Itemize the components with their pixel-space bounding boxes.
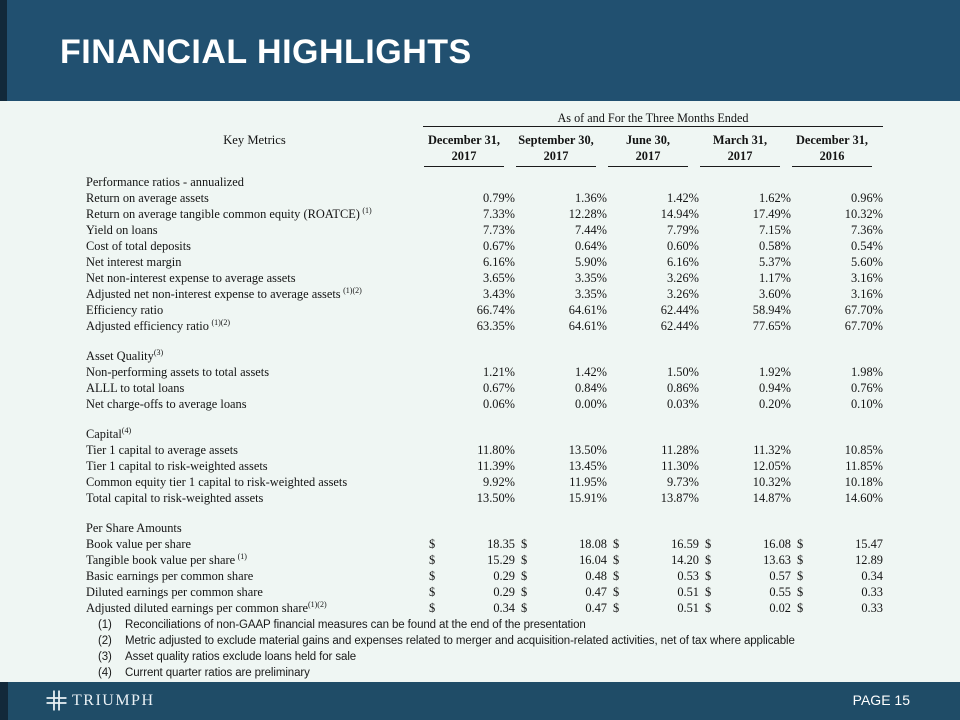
footnote-ref: (1)(2) xyxy=(211,317,231,327)
footnote-text: Metric adjusted to exclude material gains and expenses related to merger and acquisition-related activities, net of tax where applicable xyxy=(125,635,795,647)
currency-symbol: $ xyxy=(797,552,804,567)
column-header xyxy=(515,148,607,167)
table-row xyxy=(86,222,883,238)
value-cell: 3.26% xyxy=(666,270,699,285)
value-cell xyxy=(423,568,515,584)
value-cell: 10.18% xyxy=(844,474,883,489)
value-text: 16.08 xyxy=(763,536,791,551)
currency-symbol: $ xyxy=(705,536,712,551)
value-cell: 64.61% xyxy=(568,318,607,333)
value-cell: 11.30% xyxy=(661,458,699,473)
footnote-text: Current quarter ratios are preliminary xyxy=(125,667,310,679)
span-header-row xyxy=(86,104,883,127)
currency-symbol: $ xyxy=(521,536,528,551)
currency-symbol: $ xyxy=(429,568,436,583)
table-row xyxy=(86,584,883,600)
value-cell xyxy=(515,536,607,552)
value-cell: 5.90% xyxy=(574,254,607,269)
value-cell: 3.35% xyxy=(574,270,607,285)
value-cell xyxy=(699,568,791,584)
value-cell xyxy=(423,536,515,552)
currency-value xyxy=(607,536,699,552)
footnote xyxy=(98,649,795,665)
value-cell: 11.80% xyxy=(477,442,515,457)
value-cell: 13.50% xyxy=(476,490,515,505)
value-cell: 0.94% xyxy=(758,380,791,395)
value-cell: 0.54% xyxy=(850,238,883,253)
value-text: 0.29 xyxy=(493,584,515,599)
value-cell: 12.05% xyxy=(752,458,791,473)
column-header xyxy=(423,127,515,148)
column-header xyxy=(515,127,607,148)
currency-value xyxy=(515,536,607,552)
column-header xyxy=(607,148,699,167)
table-row xyxy=(86,206,883,222)
currency-value xyxy=(515,600,607,616)
value-cell: 15.91% xyxy=(568,490,607,505)
section-header: Capital$^{(4)}$ xyxy=(86,425,132,441)
column-header xyxy=(791,148,883,167)
row-label: Tier 1 capital to average assets xyxy=(86,442,238,457)
currency-symbol: $ xyxy=(429,552,436,567)
value-cell: 13.50% xyxy=(568,442,607,457)
currency-value xyxy=(607,584,699,600)
value-text: 0.47 xyxy=(585,584,607,599)
table-head xyxy=(86,104,883,167)
row-label: Adjusted net non-interest expense to average assets $^{(1)(2)}$ xyxy=(86,285,362,301)
value-cell: 11.28% xyxy=(661,442,699,457)
value-text: 16.59 xyxy=(671,536,699,551)
column-header-year: 2017 xyxy=(516,148,596,167)
footnote-text: Reconciliations of non-GAAP financial measures can be found at the end of the presentation xyxy=(125,619,586,631)
table-row xyxy=(86,568,883,584)
value-text: 0.34 xyxy=(861,568,883,583)
section-gap xyxy=(86,334,883,347)
value-cell xyxy=(607,536,699,552)
value-text: 0.02 xyxy=(769,600,791,615)
value-cell: 0.76% xyxy=(850,380,883,395)
value-cell: 11.85% xyxy=(845,458,883,473)
currency-value xyxy=(791,536,883,552)
footnote-number: (3) xyxy=(98,651,112,663)
currency-symbol: $ xyxy=(613,536,620,551)
section-header-row xyxy=(86,425,883,442)
section-header-row xyxy=(86,173,883,190)
value-cell: 14.87% xyxy=(752,490,791,505)
column-header-year: 2016 xyxy=(792,148,872,167)
column-header-date: June 30, xyxy=(625,132,671,147)
value-cell: 58.94% xyxy=(752,302,791,317)
value-cell xyxy=(607,600,699,616)
value-text: 0.51 xyxy=(677,584,699,599)
value-cell xyxy=(791,536,883,552)
row-label: Yield on loans xyxy=(86,222,158,237)
value-cell: 6.16% xyxy=(482,254,515,269)
currency-value xyxy=(791,568,883,584)
currency-symbol: $ xyxy=(797,536,804,551)
currency-value xyxy=(699,568,791,584)
table-row xyxy=(86,254,883,270)
footer-left-edge xyxy=(0,682,8,720)
value-cell xyxy=(515,600,607,616)
value-cell: 0.79% xyxy=(482,190,515,205)
value-cell: 1.92% xyxy=(758,364,791,379)
table-row xyxy=(86,396,883,412)
row-label: Tier 1 capital to risk-weighted assets xyxy=(86,458,268,473)
currency-value xyxy=(607,552,699,568)
value-cell: 7.36% xyxy=(850,222,883,237)
company-logo xyxy=(46,690,155,711)
value-cell: 0.60% xyxy=(666,238,699,253)
table-row xyxy=(86,190,883,206)
currency-symbol: $ xyxy=(521,552,528,567)
value-cell: 0.00% xyxy=(574,396,607,411)
row-label: Total capital to risk-weighted assets xyxy=(86,490,264,505)
value-cell xyxy=(699,536,791,552)
section-header: Asset Quality$^{(3)}$ xyxy=(86,347,164,363)
value-cell: 66.74% xyxy=(476,302,515,317)
row-label: Adjusted efficiency ratio $^{(1)(2)}$ xyxy=(86,317,231,333)
value-cell xyxy=(423,584,515,600)
row-label: Return on average assets xyxy=(86,190,209,205)
footnote-ref: (3) xyxy=(153,347,164,357)
value-text: 0.33 xyxy=(861,584,883,599)
value-cell: 62.44% xyxy=(660,318,699,333)
value-cell: 63.35% xyxy=(476,318,515,333)
row-label: Net interest margin xyxy=(86,254,182,269)
currency-value xyxy=(515,552,607,568)
row-label: Tangible book value per share $^{(1)}$ xyxy=(86,551,247,567)
value-cell: 0.84% xyxy=(574,380,607,395)
value-cell: 6.16% xyxy=(666,254,699,269)
currency-symbol: $ xyxy=(521,600,528,615)
value-text: 0.33 xyxy=(861,600,883,615)
value-cell xyxy=(607,552,699,568)
footnote-number: (2) xyxy=(98,635,112,647)
value-cell xyxy=(699,600,791,616)
page-title: FINANCIAL HIGHLIGHTS xyxy=(60,33,472,71)
currency-symbol: $ xyxy=(613,600,620,615)
table-body xyxy=(86,167,883,616)
footnote-ref: (1)(2) xyxy=(307,599,327,609)
footnote xyxy=(98,633,795,649)
value-cell: 0.10% xyxy=(850,396,883,411)
footnote xyxy=(98,617,795,633)
value-cell: 1.98% xyxy=(850,364,883,379)
value-cell: 11.32% xyxy=(753,442,791,457)
value-text: 0.55 xyxy=(769,584,791,599)
section-header: Performance ratios - annualized xyxy=(86,174,244,189)
table-row xyxy=(86,270,883,286)
value-text: 16.04 xyxy=(579,552,607,567)
footnote-text: Asset quality ratios exclude loans held for sale xyxy=(125,651,357,663)
value-text: 15.47 xyxy=(855,536,883,551)
value-cell: 14.60% xyxy=(844,490,883,505)
currency-symbol: $ xyxy=(521,568,528,583)
footnote-ref: (1) xyxy=(237,551,247,561)
column-header-date: December 31, xyxy=(427,132,501,147)
currency-symbol: $ xyxy=(521,584,528,599)
value-cell xyxy=(699,552,791,568)
value-cell: 3.16% xyxy=(850,270,883,285)
value-cell: 14.94% xyxy=(660,206,699,221)
currency-value xyxy=(423,552,515,568)
value-cell: 0.67% xyxy=(482,380,515,395)
key-metrics-table xyxy=(86,104,883,616)
currency-symbol: $ xyxy=(797,568,804,583)
value-cell: 7.15% xyxy=(758,222,791,237)
currency-symbol: $ xyxy=(613,568,620,583)
value-cell: 11.39% xyxy=(477,458,515,473)
value-cell xyxy=(607,568,699,584)
brand-name: TRIUMPH xyxy=(72,691,155,709)
row-label: ALLL to total loans xyxy=(86,380,185,395)
currency-symbol: $ xyxy=(429,584,436,599)
value-cell: 1.50% xyxy=(666,364,699,379)
value-text: 0.57 xyxy=(769,568,791,583)
slide-header xyxy=(0,0,960,101)
value-text: 12.89 xyxy=(855,552,883,567)
table-row xyxy=(86,600,883,616)
value-cell: 3.35% xyxy=(574,286,607,301)
currency-symbol: $ xyxy=(705,568,712,583)
currency-symbol: $ xyxy=(429,536,436,551)
key-metrics-label: Key Metrics xyxy=(223,132,286,147)
value-cell: 0.06% xyxy=(482,396,515,411)
table-row xyxy=(86,442,883,458)
value-cell: 0.96% xyxy=(850,190,883,205)
value-cell: 0.58% xyxy=(758,238,791,253)
currency-value xyxy=(423,584,515,600)
table-row xyxy=(86,380,883,396)
value-cell: 13.45% xyxy=(568,458,607,473)
span-header-spacer xyxy=(86,104,423,127)
value-cell xyxy=(607,584,699,600)
row-label: Basic earnings per common share xyxy=(86,568,254,583)
value-cell xyxy=(423,552,515,568)
value-cell xyxy=(791,600,883,616)
currency-value xyxy=(791,552,883,568)
section-gap xyxy=(86,506,883,519)
column-header xyxy=(791,127,883,148)
value-cell: 9.92% xyxy=(482,474,515,489)
footnote-number: (1) xyxy=(98,619,112,631)
table-row xyxy=(86,318,883,334)
value-cell xyxy=(515,584,607,600)
value-cell: 3.65% xyxy=(482,270,515,285)
row-label: Non-performing assets to total assets xyxy=(86,364,270,379)
value-cell xyxy=(515,568,607,584)
value-text: 0.48 xyxy=(585,568,607,583)
currency-symbol: $ xyxy=(613,584,620,599)
column-year-row xyxy=(86,148,883,167)
column-header-year: 2017 xyxy=(608,148,688,167)
value-cell: 7.44% xyxy=(574,222,607,237)
row-label: Diluted earnings per common share xyxy=(86,584,263,599)
currency-value xyxy=(699,584,791,600)
value-cell: 1.42% xyxy=(666,190,699,205)
footnote-ref: (1)(2) xyxy=(343,285,362,295)
currency-value xyxy=(791,600,883,616)
table-row xyxy=(86,238,883,254)
column-header-date: September 30, xyxy=(518,132,594,147)
currency-symbol: $ xyxy=(705,600,712,615)
footnotes xyxy=(98,617,795,681)
table-row xyxy=(86,552,883,568)
currency-symbol: $ xyxy=(705,552,712,567)
row-label: Cost of total deposits xyxy=(86,238,191,253)
currency-symbol: $ xyxy=(613,552,620,567)
value-cell: 62.44% xyxy=(660,302,699,317)
value-cell: 3.16% xyxy=(850,286,883,301)
value-cell: 9.73% xyxy=(666,474,699,489)
footnote-number: (4) xyxy=(98,667,112,679)
value-cell: 1.36% xyxy=(574,190,607,205)
value-cell: 13.87% xyxy=(660,490,699,505)
value-text: 15.29 xyxy=(487,552,515,567)
value-cell: 0.86% xyxy=(666,380,699,395)
currency-value xyxy=(607,568,699,584)
value-cell: 17.49% xyxy=(752,206,791,221)
value-text: 0.29 xyxy=(493,568,515,583)
value-cell: 0.67% xyxy=(482,238,515,253)
page-number: PAGE 15 xyxy=(852,692,910,708)
value-cell: 0.64% xyxy=(574,238,607,253)
table-row xyxy=(86,302,883,318)
column-header xyxy=(699,127,791,148)
currency-value xyxy=(699,536,791,552)
column-header-date: December 31, xyxy=(795,132,869,147)
value-cell: 10.32% xyxy=(752,474,791,489)
row-label: Adjusted diluted earnings per common share$^{(1)(2)}$ xyxy=(86,599,327,615)
section-header: Per Share Amounts xyxy=(86,520,182,535)
value-cell: 7.33% xyxy=(482,206,515,221)
value-cell: 64.61% xyxy=(568,302,607,317)
value-text: 0.34 xyxy=(493,600,515,615)
value-cell: 3.43% xyxy=(482,286,515,301)
section-header-row xyxy=(86,519,883,536)
value-cell: 77.65% xyxy=(752,318,791,333)
header-left-edge xyxy=(0,0,7,101)
currency-symbol: $ xyxy=(705,584,712,599)
table-row xyxy=(86,474,883,490)
row-label: Return on average tangible common equity (ROATCE) $^{(1)}$ xyxy=(86,205,372,221)
value-text: 14.20 xyxy=(671,552,699,567)
value-cell: 3.26% xyxy=(666,286,699,301)
column-header-year: 2017 xyxy=(700,148,780,167)
currency-symbol: $ xyxy=(797,600,804,615)
value-cell: 1.42% xyxy=(574,364,607,379)
column-header xyxy=(423,148,515,167)
value-cell xyxy=(699,584,791,600)
section-header-row xyxy=(86,347,883,364)
value-cell: 12.28% xyxy=(568,206,607,221)
currency-symbol: $ xyxy=(429,600,436,615)
footnote xyxy=(98,665,795,681)
column-header-row xyxy=(86,127,883,148)
value-cell xyxy=(423,600,515,616)
currency-symbol: $ xyxy=(797,584,804,599)
value-cell: 3.60% xyxy=(758,286,791,301)
currency-value xyxy=(423,536,515,552)
value-cell: 7.73% xyxy=(482,222,515,237)
footnote-ref: (4) xyxy=(121,425,132,435)
value-cell: 0.03% xyxy=(666,396,699,411)
column-header xyxy=(607,127,699,148)
section-gap xyxy=(86,412,883,425)
currency-value xyxy=(423,568,515,584)
value-cell: 10.85% xyxy=(844,442,883,457)
value-cell: 11.95% xyxy=(569,474,607,489)
currency-value xyxy=(699,600,791,616)
value-cell: 67.70% xyxy=(844,302,883,317)
slide-footer xyxy=(0,682,960,720)
table-row xyxy=(86,536,883,552)
value-text: 0.51 xyxy=(677,600,699,615)
value-cell xyxy=(791,552,883,568)
currency-value xyxy=(699,552,791,568)
currency-value xyxy=(515,568,607,584)
column-header xyxy=(699,148,791,167)
value-cell xyxy=(791,584,883,600)
row-label: Common equity tier 1 capital to risk-weighted assets xyxy=(86,474,348,489)
row-label: Book value per share xyxy=(86,536,191,551)
row-label: Net non-interest expense to average assets xyxy=(86,270,296,285)
currency-value xyxy=(515,584,607,600)
value-text: 18.35 xyxy=(487,536,515,551)
footnote-ref: (1) xyxy=(362,205,372,215)
currency-value xyxy=(423,600,515,616)
value-text: 0.53 xyxy=(677,568,699,583)
value-text: 13.63 xyxy=(763,552,791,567)
value-cell xyxy=(791,568,883,584)
table-row xyxy=(86,364,883,380)
value-cell: 5.37% xyxy=(758,254,791,269)
value-cell: 1.17% xyxy=(758,270,791,285)
value-cell: 5.60% xyxy=(850,254,883,269)
span-header: As of and For the Three Months Ended xyxy=(423,104,883,127)
value-cell: 0.20% xyxy=(758,396,791,411)
currency-value xyxy=(607,600,699,616)
value-cell: 67.70% xyxy=(844,318,883,333)
column-header-date: March 31, xyxy=(712,132,768,147)
value-cell: 10.32% xyxy=(844,206,883,221)
table-row xyxy=(86,458,883,474)
value-cell xyxy=(515,552,607,568)
table-row xyxy=(86,286,883,302)
column-header-year: 2017 xyxy=(424,148,504,167)
value-cell: 1.21% xyxy=(482,364,515,379)
currency-value xyxy=(791,584,883,600)
value-text: 0.47 xyxy=(585,600,607,615)
value-cell: 1.62% xyxy=(758,190,791,205)
row-label: Efficiency ratio xyxy=(86,302,164,317)
value-cell: 7.79% xyxy=(666,222,699,237)
table-row xyxy=(86,490,883,506)
triumph-cross-icon xyxy=(46,690,67,711)
row-label: Net charge-offs to average loans xyxy=(86,396,247,411)
value-text: 18.08 xyxy=(579,536,607,551)
